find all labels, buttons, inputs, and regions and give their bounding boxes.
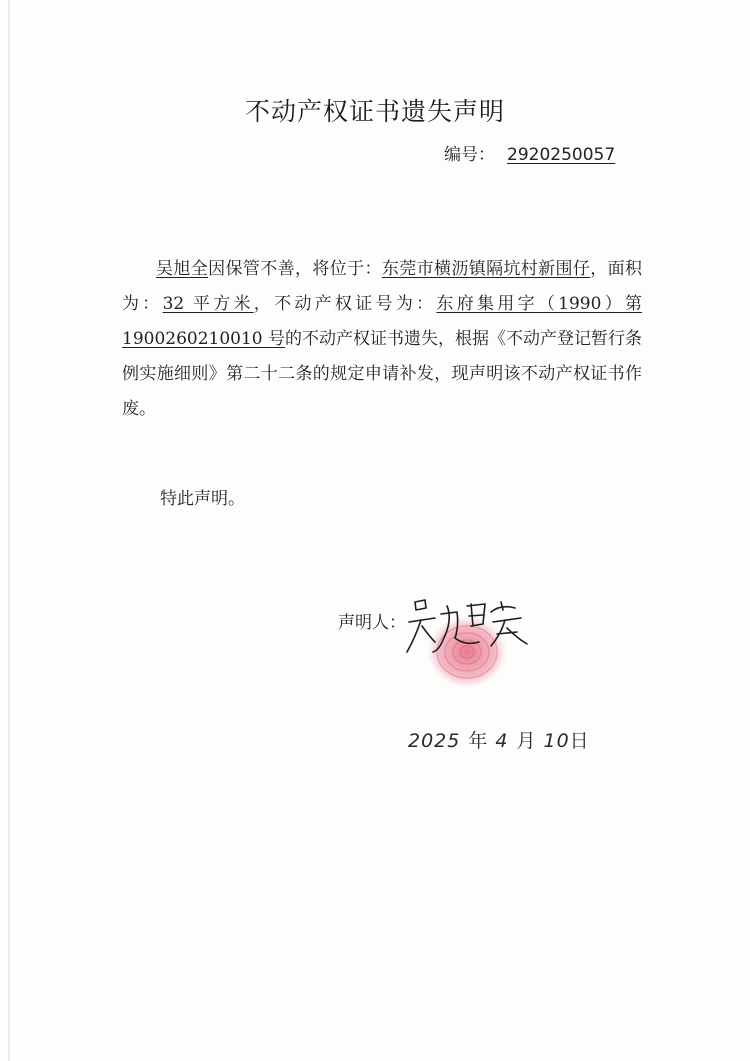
- certificate-number: 东府集用字（1990）第 1900260210010 号: [122, 294, 643, 349]
- serial-number-row: [444, 140, 615, 165]
- statement-text-3: ，不动产权证号为：: [253, 294, 437, 314]
- statement-text-4: 的不动产权证书遗失，根据《不动产登记暂行条例实施细则》第二十二条的规定申请补发，现声明该不动产权证书作废。: [122, 329, 643, 419]
- date-day-unit: 日: [569, 730, 589, 752]
- statement-text-2: ，面积为：: [122, 259, 643, 314]
- statement-paragraph: [122, 252, 642, 427]
- fingerprint-mark: [427, 616, 507, 688]
- declaration-date: [408, 726, 589, 753]
- property-area: 32 平方米: [162, 294, 254, 314]
- statement-text-1: 因保管不善，将位于：: [208, 259, 382, 279]
- owner-name: 吴旭全: [156, 259, 209, 279]
- scan-edge-left: [8, 0, 10, 1061]
- closing-line: 特此声明。: [160, 489, 245, 509]
- date-year: 2025: [408, 730, 461, 752]
- date-month: 4: [495, 730, 509, 752]
- serial-number: 2920250057: [507, 145, 616, 165]
- date-month-unit: 月: [516, 730, 536, 752]
- signature-with-fingerprint: [405, 590, 545, 700]
- date-day: 10: [543, 730, 570, 752]
- serial-label: 编号：: [444, 145, 495, 165]
- date-year-unit: 年: [468, 730, 488, 752]
- declarant-label: 声明人：: [338, 613, 406, 633]
- property-location: 东莞市横沥镇隔坑村新围仔: [381, 259, 591, 279]
- document-title: 不动产权证书遗失声明: [244, 97, 505, 126]
